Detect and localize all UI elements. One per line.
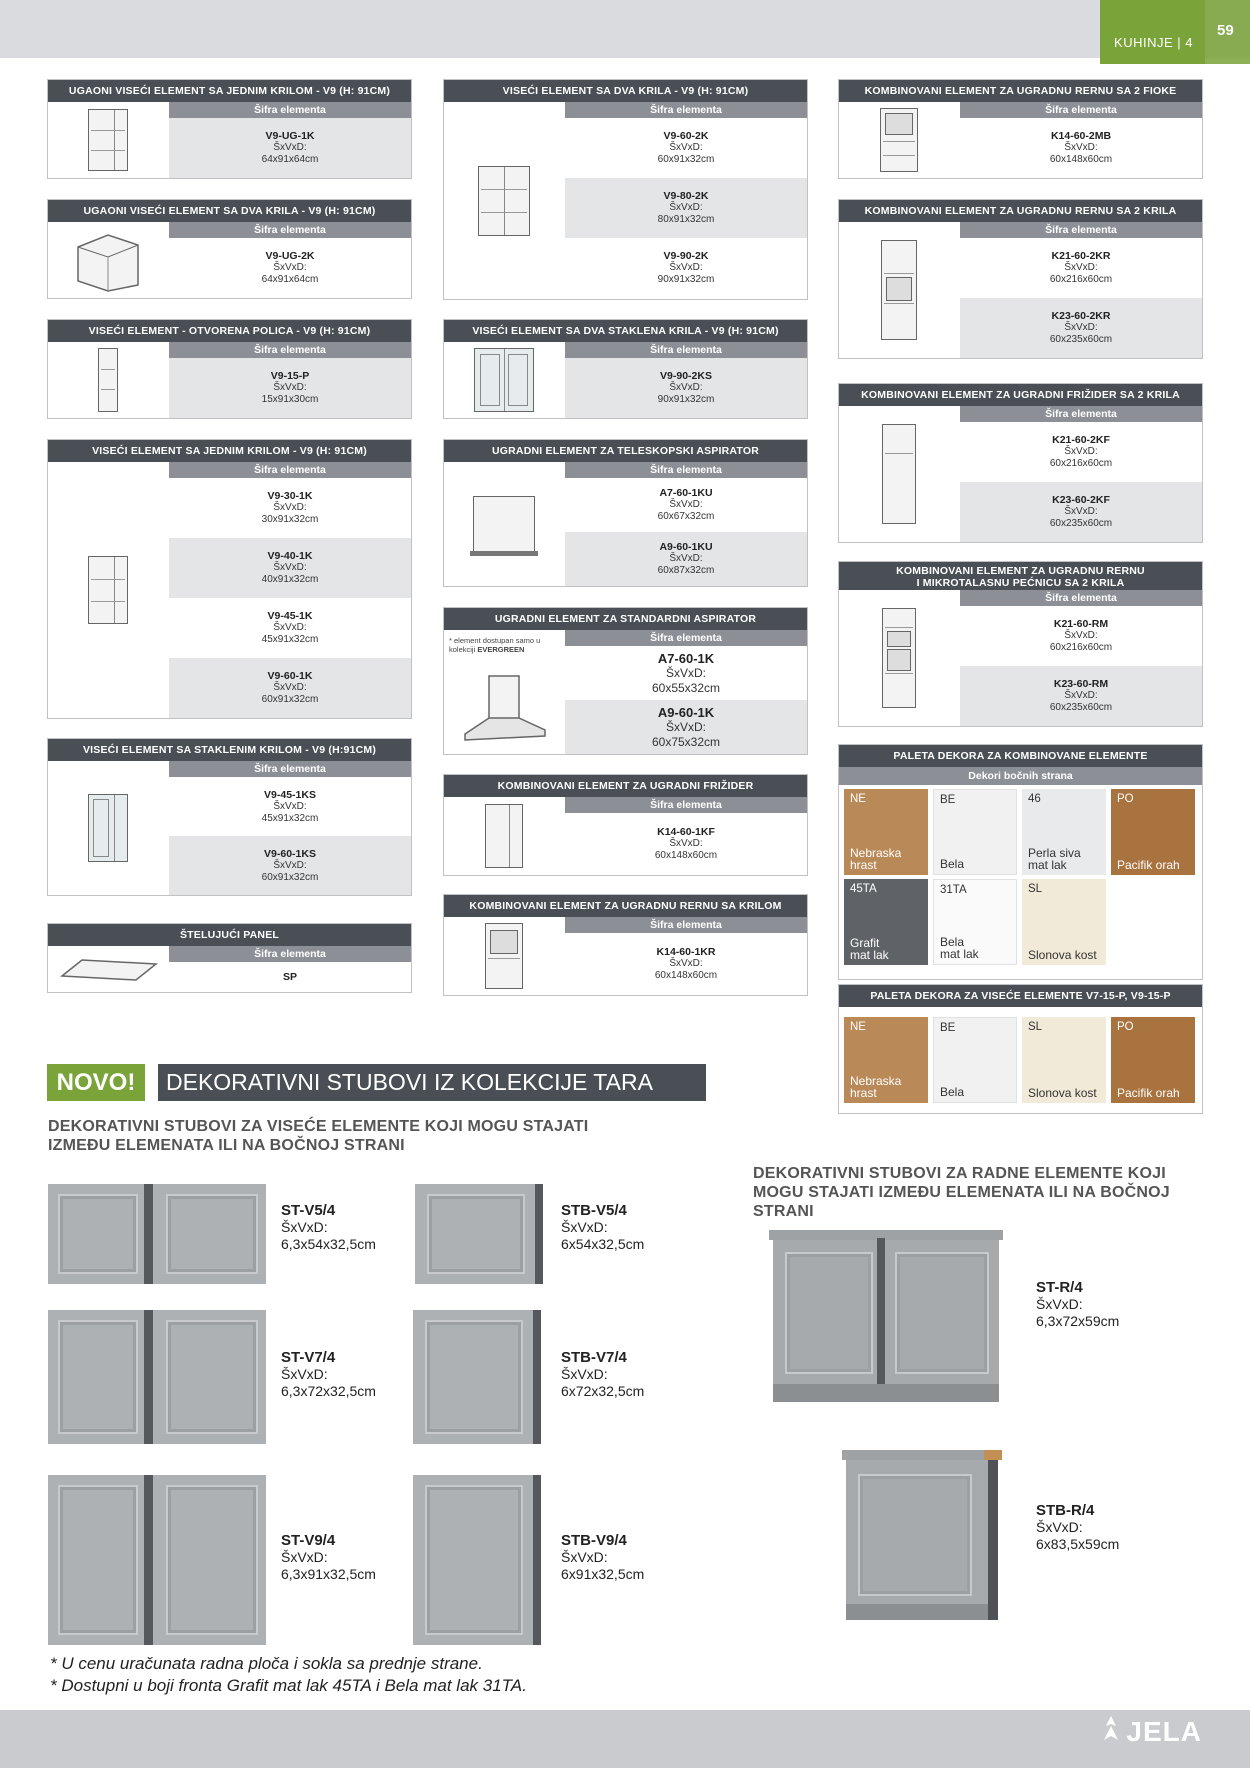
swatch-code: PO xyxy=(1117,793,1134,805)
list-item: V9-UG-2K ŠxVxD: 64x91x64cm xyxy=(261,250,319,285)
panel-v9-1k xyxy=(47,439,412,719)
list-item: V9-45-1K ŠxVxD: 45x91x32cm xyxy=(261,610,319,645)
section-label: KUHINJE | 4 xyxy=(1114,35,1193,50)
list-item: V9-15-P ŠxVxD: 15x91x30cm xyxy=(169,358,411,418)
cabinet-image xyxy=(444,342,564,418)
list-item: A9-60-1K ŠxVxD: 60x75x32cm xyxy=(565,700,807,754)
sifra-header: Šifra elementa xyxy=(169,462,411,478)
sifra-header: Šifra elementa xyxy=(960,406,1202,422)
cabinet-image xyxy=(839,102,959,178)
cabinet-image-stb-v7 xyxy=(413,1310,541,1444)
swatch-name: Slonova kost xyxy=(1028,1086,1097,1100)
sifra-header: Šifra elementa xyxy=(960,590,1202,606)
panel-k14-60-1kr xyxy=(443,894,808,996)
section-tab xyxy=(1100,0,1205,64)
swatch-code: SL xyxy=(1028,1021,1043,1033)
list-item: V9-90-2K ŠxVxD: 90x91x32cm xyxy=(657,250,715,285)
swatch-name: Bela xyxy=(940,857,965,871)
panel-title: KOMBINOVANI ELEMENT ZA UGRADNU RERNU I MIKROTALASNU PEĆNICU SA 2 KRILA xyxy=(839,562,1202,590)
panel-v9-ug-1k xyxy=(47,79,412,179)
sifra-header: Šifra elementa xyxy=(565,102,807,118)
product-stb-v5: STB-V5/4 ŠxVxD: 6x54x32,5cm xyxy=(561,1202,645,1252)
swatch-name: Slonova kost xyxy=(1028,948,1097,962)
swatch-name: Pacifik orah xyxy=(1117,1086,1180,1100)
list-item: V9-80-2K ŠxVxD: 80x91x32cm xyxy=(565,178,807,238)
panel-v9-ug-2k xyxy=(47,199,412,299)
cabinet-image xyxy=(444,917,564,995)
swatch-po xyxy=(1111,789,1195,875)
panel-title: ŠTELUJUĆI PANEL xyxy=(48,924,411,946)
panel-image xyxy=(48,946,168,992)
panel-title: KOMBINOVANI ELEMENT ZA UGRADNU RERNU SA KRILOM xyxy=(444,895,807,917)
sifra-header: Šifra elementa xyxy=(169,222,411,238)
sifra-header: Šifra elementa xyxy=(565,630,807,646)
sifra-header: Šifra elementa xyxy=(169,946,411,962)
swatch-name: Nebraska hrast xyxy=(850,846,902,872)
sifra-header: Šifra elementa xyxy=(565,797,807,813)
panel-title: UGAONI VISEĆI ELEMENT SA DVA KRILA - V9 (H: 91CM) xyxy=(48,200,411,222)
panel-v9-15-p xyxy=(47,319,412,419)
panel-sp xyxy=(47,923,412,993)
swatch-name: Nebraska hrast xyxy=(850,1074,902,1100)
cabinet-image-st-v7 xyxy=(48,1310,266,1444)
product-st-r: ST-R/4 ŠxVxD: 6,3x72x59cm xyxy=(1036,1279,1120,1329)
list-item: K21-60-2KR ŠxVxD: 60x216x60cm xyxy=(1049,250,1113,285)
sifra-header: Šifra elementa xyxy=(565,342,807,358)
list-item: V9-40-1K ŠxVxD: 40x91x32cm xyxy=(169,538,411,598)
swatch-sl xyxy=(1022,879,1106,965)
swatch-be xyxy=(933,1017,1017,1103)
list-item: V9-90-2KS ŠxVxD: 90x91x32cm xyxy=(565,358,807,418)
cabinet-image xyxy=(48,102,168,178)
page-number-tab xyxy=(1205,0,1250,64)
list-item: V9-45-1KS ŠxVxD: 45x91x32cm xyxy=(261,788,319,824)
list-item: K14-60-2MB ŠxVxD: 60x148x60cm xyxy=(1049,130,1113,165)
sifra-header: Šifra elementa xyxy=(169,761,411,777)
list-item: SP xyxy=(282,971,297,983)
swatch-name: Perla siva mat lak xyxy=(1028,846,1081,872)
cabinet-image xyxy=(839,406,959,542)
panel-rm xyxy=(838,561,1203,727)
cabinet-image xyxy=(444,462,564,586)
list-item: V9-UG-1K ŠxVxD: 64x91x64cm xyxy=(169,118,411,178)
cabinet-image-st-v9 xyxy=(48,1475,266,1645)
list-item: V9-60-1KS ŠxVxD: 60x91x32cm xyxy=(169,836,411,895)
swatch-name: Pacifik orah xyxy=(1117,858,1180,872)
sifra-header: Šifra elementa xyxy=(960,222,1202,238)
panel-title: KOMBINOVANI ELEMENT ZA UGRADNU RERNU SA 2 FIOKE xyxy=(839,80,1202,102)
cabinet-image-stb-r xyxy=(846,1460,998,1620)
palette-title: PALETA DEKORA ZA KOMBINOVANE ELEMENTE xyxy=(839,745,1202,767)
swatch-ne xyxy=(844,1017,928,1103)
palette-title: PALETA DEKORA ZA VISEĆE ELEMENTE V7-15-P, V9-15-P xyxy=(839,985,1202,1007)
panel-2kr xyxy=(838,199,1203,359)
list-item: V9-30-1K ŠxVxD: 30x91x32cm xyxy=(261,490,319,525)
top-bar xyxy=(0,0,1250,58)
cabinet-image xyxy=(48,462,168,718)
palette-wall xyxy=(838,984,1203,1114)
bottom-bar xyxy=(0,1710,1250,1768)
swatch-po xyxy=(1111,1017,1195,1103)
evergreen-note: * element dostupan samo u kolekciji xyxy=(449,636,541,654)
swatch-ne xyxy=(844,789,928,875)
list-item: K23-60-2KF ŠxVxD: 60x235x60cm xyxy=(960,482,1202,542)
sifra-header: Šifra elementa xyxy=(169,342,411,358)
swatch-name: Grafit mat lak xyxy=(850,936,889,962)
panel-title: VISEĆI ELEMENT SA JEDNIM KRILOM - V9 (H: 91CM) xyxy=(48,440,411,462)
product-stb-v7: STB-V7/4 ŠxVxD: 6x72x32,5cm xyxy=(561,1349,645,1399)
panel-title: VISEĆI ELEMENT SA STAKLENIM KRILOM - V9 (H:91CM) xyxy=(48,739,411,761)
panel-v9-90-2ks xyxy=(443,319,808,419)
page-number: 59 xyxy=(1217,22,1234,39)
sifra-header: Šifra elementa xyxy=(960,102,1202,118)
panel-title: VISEĆI ELEMENT SA DVA KRILA - V9 (H: 91CM) xyxy=(444,80,807,102)
swatch-code: 45TA xyxy=(850,883,877,895)
palette-combined xyxy=(838,744,1203,980)
palette-subtitle: Dekori bočnih strana xyxy=(839,767,1202,785)
list-item: A7-60-1K ŠxVxD: 60x55x32cm xyxy=(651,650,721,695)
panel-title: KOMBINOVANI ELEMENT ZA UGRADNU RERNU SA 2 KRILA xyxy=(839,200,1202,222)
list-item: A7-60-1KU ŠxVxD: 60x67x32cm xyxy=(657,487,715,522)
cabinet-image xyxy=(48,342,168,418)
swatch-31ta xyxy=(933,879,1017,965)
cabinet-image xyxy=(839,590,959,726)
product-st-v9: ST-V9/4 ŠxVxD: 6,3x91x32,5cm xyxy=(281,1532,376,1582)
panel-v9-1ks xyxy=(47,738,412,896)
cabinet-image xyxy=(48,222,168,298)
product-stb-r: STB-R/4 ŠxVxD: 6x83,5x59cm xyxy=(1036,1502,1120,1552)
cabinet-image xyxy=(444,102,564,299)
panel-title: UGRADNI ELEMENT ZA STANDARDNI ASPIRATOR xyxy=(444,608,807,630)
footnote-2: * Dostupni u boji fronta Grafit mat lak 45TA i Bela mat lak 31TA. xyxy=(50,1676,527,1695)
swatch-code: 46 xyxy=(1028,793,1041,805)
swatch-name: Bela mat lak xyxy=(940,935,979,961)
swatch-code: BE xyxy=(940,1022,956,1034)
product-st-v5: ST-V5/4 ŠxVxD: 6,3x54x32,5cm xyxy=(281,1202,376,1252)
swatch-code: 31TA xyxy=(940,884,967,896)
swatch-code: NE xyxy=(850,793,866,805)
swatch-code: BE xyxy=(940,794,956,806)
panel-teleskopski-aspirator xyxy=(443,439,808,587)
section-wall-heading: DEKORATIVNI STUBOVI ZA VISEĆE ELEMENTE KOJI MOGU STAJATI IZMEĐU ELEMENATA ILI NA BOČNOJ STRANI xyxy=(48,1118,589,1154)
list-item: A9-60-1KU ŠxVxD: 60x87x32cm xyxy=(565,532,807,586)
panel-2kf xyxy=(838,383,1203,543)
swatch-code: NE xyxy=(850,1021,866,1033)
novo-badge: NOVO! xyxy=(47,1064,145,1101)
list-item: K21-60-RM ŠxVxD: 60x216x60cm xyxy=(1049,618,1113,653)
panel-title: VISEĆI ELEMENT SA DVA STAKLENA KRILA - V9 (H: 91CM) xyxy=(444,320,807,342)
list-item: K14-60-1KF ŠxVxD: 60x148x60cm xyxy=(654,826,718,861)
panel-k14-60-2mb xyxy=(838,79,1203,179)
list-item: V9-60-2K ŠxVxD: 60x91x32cm xyxy=(657,130,715,165)
panel-standardni-aspirator xyxy=(443,607,808,755)
panel-title: UGRADNI ELEMENT ZA TELESKOPSKI ASPIRATOR xyxy=(444,440,807,462)
cabinet-image-stb-v9 xyxy=(413,1475,541,1645)
cabinet-image xyxy=(444,797,564,875)
list-item: K23-60-2KR ŠxVxD: 60x235x60cm xyxy=(960,298,1202,358)
cabinet-image-st-r xyxy=(773,1238,999,1402)
panel-title: VISEĆI ELEMENT - OTVORENA POLICA - V9 (H: 91CM) xyxy=(48,320,411,342)
list-item: K14-60-1KR ŠxVxD: 60x148x60cm xyxy=(654,946,718,981)
cabinet-image xyxy=(839,222,959,358)
cabinet-image xyxy=(444,630,564,754)
evergreen-label: EVERGREEN xyxy=(477,645,525,654)
brand-name: JELA xyxy=(1126,1716,1202,1747)
sifra-header: Šifra elementa xyxy=(169,102,411,118)
cabinet-image-st-v5 xyxy=(48,1184,266,1284)
swatch-code: PO xyxy=(1117,1021,1134,1033)
panel-v9-2k xyxy=(443,79,808,300)
swatch-46 xyxy=(1022,789,1106,875)
list-item: K23-60-RM ŠxVxD: 60x235x60cm xyxy=(960,666,1202,726)
product-st-v7: ST-V7/4 ŠxVxD: 6,3x72x32,5cm xyxy=(281,1349,376,1399)
section-base-heading: DEKORATIVNI STUBOVI ZA RADNE ELEMENTE KOJI MOGU STAJATI IZMEĐU ELEMENATA ILI NA BOČNOJ STRANI xyxy=(753,1165,1170,1220)
cabinet-image xyxy=(48,761,168,895)
swatch-45ta xyxy=(844,879,928,965)
novo-title: DEKORATIVNI STUBOVI IZ KOLEKCIJE TARA xyxy=(158,1064,706,1101)
swatch-code: SL xyxy=(1028,883,1043,895)
panel-k14-60-1kf xyxy=(443,774,808,876)
panel-title: KOMBINOVANI ELEMENT ZA UGRADNI FRIŽIDER xyxy=(444,775,807,797)
swatch-be xyxy=(933,789,1017,875)
brand-logo-icon xyxy=(1102,1716,1120,1744)
panel-title: UGAONI VISEĆI ELEMENT SA JEDNIM KRILOM - V9 (H: 91CM) xyxy=(48,80,411,102)
sifra-header: Šifra elementa xyxy=(565,462,807,478)
product-stb-v9: STB-V9/4 ŠxVxD: 6x91x32,5cm xyxy=(561,1532,645,1582)
footnote-1: * U cenu uračunata radna ploča i sokla sa prednje strane. xyxy=(50,1654,483,1673)
panel-title: KOMBINOVANI ELEMENT ZA UGRADNI FRIŽIDER SA 2 KRILA xyxy=(839,384,1202,406)
swatch-sl xyxy=(1022,1017,1106,1103)
list-item: K21-60-2KF ŠxVxD: 60x216x60cm xyxy=(1049,434,1113,469)
swatch-name: Bela xyxy=(940,1085,965,1099)
cabinet-image-stb-v5 xyxy=(415,1184,543,1284)
sifra-header: Šifra elementa xyxy=(565,917,807,933)
list-item: V9-60-1K ŠxVxD: 60x91x32cm xyxy=(169,658,411,718)
